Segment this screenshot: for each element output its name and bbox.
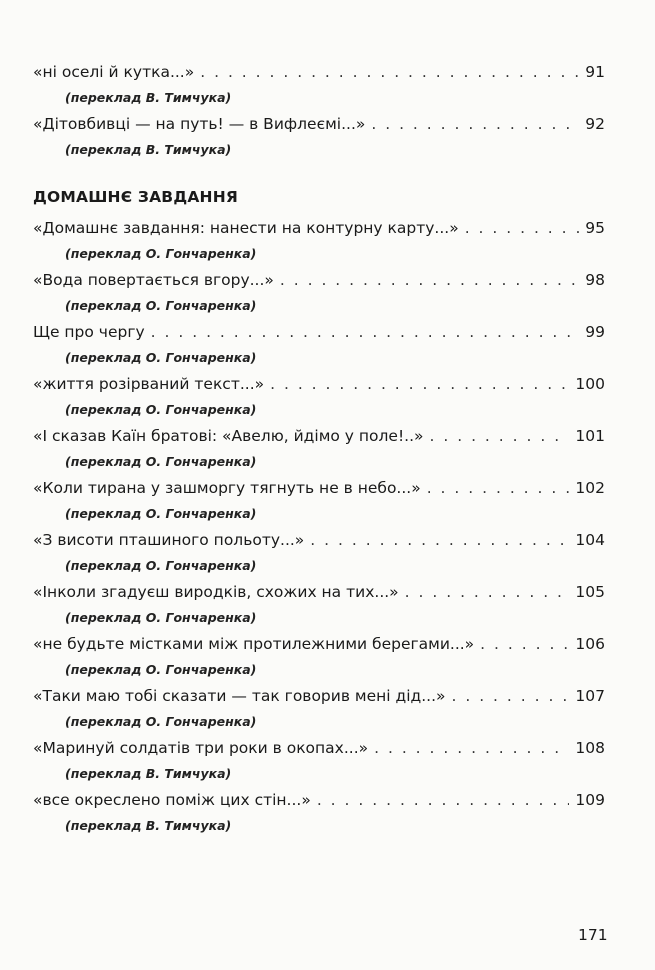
toc-entry-page: 92 [585,115,605,133]
toc-entry-page: 100 [575,375,605,393]
toc-entry-title: «І сказав Каїн братові: «Авелю, йдімо у поле!..» [33,427,424,445]
toc-entry-translator: (переклад О. Гончаренка) [65,298,257,313]
toc-entry-line [33,530,605,550]
toc-entry-translator: (переклад О. Гончаренка) [65,558,257,573]
toc-entry-title: «Дітовбивці — на путь! — в Вифлеємі...» [33,115,366,133]
toc-entry-translator: (переклад В. Тимчука) [65,142,232,157]
toc-entry-title: «Інколи згадуєш виродків, схожих на тих...» [33,583,399,601]
toc-entry [33,62,605,106]
toc-entry-page: 109 [575,791,605,809]
toc-entry [33,426,605,470]
dot-leader [452,686,570,706]
toc-entry-translator: (переклад О. Гончаренка) [65,402,257,417]
toc-entry [33,114,605,158]
toc-entry [33,582,605,626]
toc-entry-line [33,270,605,290]
dot-leader [405,582,570,602]
toc-entry [33,686,605,730]
dot-leader [280,270,579,290]
toc-entry-line [33,374,605,394]
toc-entry-page: 106 [575,635,605,653]
dot-leader [371,114,579,134]
toc-entry-translator: (переклад В. Тимчука) [65,90,232,105]
toc-entry-title: «Таки маю тобі сказати — так говорив мені дід...» [33,687,446,705]
dot-leader [374,738,569,758]
toc-entry [33,738,605,782]
toc-entry-line [33,218,605,238]
dot-leader [465,218,579,238]
section-heading: ДОМАШНЄ ЗАВДАННЯ [33,188,238,206]
toc-entry-title: «життя розірваний текст...» [33,375,265,393]
toc-entry-line [33,114,605,134]
toc-entry-translator: (переклад О. Гончаренка) [65,246,257,261]
toc-entry-translator: (переклад О. Гончаренка) [65,506,257,521]
toc-entry-page: 99 [585,323,605,341]
toc-entry-page: 95 [585,219,605,237]
dot-leader [151,322,579,342]
toc-entry-translator: (переклад О. Гончаренка) [65,714,257,729]
dot-leader [200,62,579,82]
toc-entry-line [33,738,605,758]
toc-entry-page: 104 [575,531,605,549]
toc-entry-title: «З висоти пташиного польоту...» [33,531,305,549]
toc-entry-title: Ще про чергу [33,323,145,341]
toc-entry [33,634,605,678]
toc-entry-line [33,634,605,654]
toc-entry [33,322,605,366]
toc-entry-translator: (переклад В. Тимчука) [65,766,232,781]
toc-entry-page: 102 [575,479,605,497]
toc-entry-page: 107 [575,687,605,705]
toc-entry-translator: (переклад В. Тимчука) [65,818,232,833]
toc-entry [33,790,605,834]
toc-entry-line [33,686,605,706]
toc-entry-translator: (переклад О. Гончаренка) [65,610,257,625]
toc-entry-title: «все окреслено поміж цих стін...» [33,791,311,809]
toc-entry-title: «Маринуй солдатів три роки в окопах...» [33,739,369,757]
toc-entry-line [33,426,605,446]
page-number: 171 [578,926,608,944]
toc-entry-title: «ні оселі й кутка...» [33,63,195,81]
toc-entry [33,478,605,522]
toc-entry-page: 108 [575,739,605,757]
toc-entry-line [33,478,605,498]
toc-entry-line [33,322,605,342]
toc-entry-title: «Домашнє завдання: нанести на контурну карту...» [33,219,459,237]
toc-entry-line [33,62,605,82]
dot-leader [317,790,570,810]
toc-entry-page: 105 [575,583,605,601]
dot-leader [480,634,569,654]
dot-leader [310,530,569,550]
toc-entry-page: 91 [585,63,605,81]
dot-leader [427,478,570,498]
toc-entry [33,270,605,314]
toc-entry-translator: (переклад О. Гончаренка) [65,662,257,677]
toc-entry-translator: (переклад О. Гончаренка) [65,350,257,365]
toc-entry-title: «Вода повертається вгору...» [33,271,274,289]
toc-entry-page: 98 [585,271,605,289]
toc-entry-title: «не будьте містками між протилежними берегами...» [33,635,475,653]
dot-leader [270,374,569,394]
toc-entry-line [33,582,605,602]
toc-entry [33,374,605,418]
toc-entry [33,218,605,262]
dot-leader [430,426,570,446]
toc-entry-line [33,790,605,810]
toc-entry-page: 101 [575,427,605,445]
toc-entry-translator: (переклад О. Гончаренка) [65,454,257,469]
toc-entry-title: «Коли тирана у зашморгу тягнуть не в небо...» [33,479,421,497]
toc-entry [33,530,605,574]
